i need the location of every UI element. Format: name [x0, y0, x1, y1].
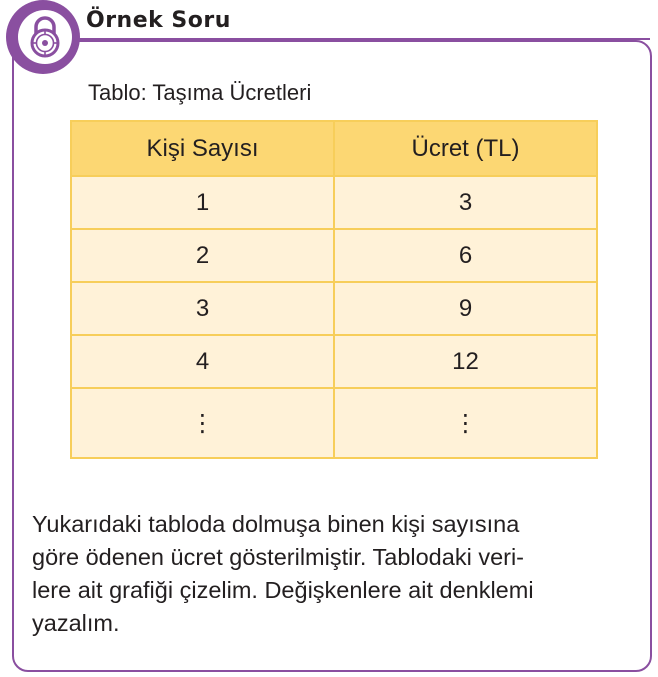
table-header-row [71, 121, 597, 176]
table-row [71, 335, 597, 388]
table-caption: Tablo: Taşıma Ücretleri [88, 80, 312, 105]
question-line: göre ödenen ücret gösterilmiştir. Tablodaki veri- [32, 544, 525, 570]
header-badge [6, 0, 80, 74]
cell-people: 2 [71, 229, 334, 282]
column-header-fare: Ücret (TL) [334, 121, 597, 176]
column-header-people: Kişi Sayısı [71, 121, 334, 176]
cell-people: 3 [71, 282, 334, 335]
cell-people-ellipsis: ⋮ [71, 388, 334, 458]
cell-fare: 9 [334, 282, 597, 335]
lock-icon [18, 10, 72, 64]
table-row-ellipsis [71, 388, 597, 458]
question-line: lere ait grafiği çizelim. Değişkenlere ait denklemi [32, 577, 534, 603]
question-text [32, 508, 636, 640]
cell-fare: 3 [334, 176, 597, 229]
cell-fare: 6 [334, 229, 597, 282]
cell-people: 4 [71, 335, 334, 388]
table-row [71, 176, 597, 229]
fare-table [70, 120, 598, 459]
question-line: yazalım. [32, 610, 120, 636]
question-line: Yukarıdaki tabloda dolmuşa binen kişi sayısına [32, 511, 520, 537]
table-row [71, 282, 597, 335]
cell-fare: 12 [334, 335, 597, 388]
table-row [71, 229, 597, 282]
header-title: Örnek Soru [86, 8, 231, 33]
cell-people: 1 [71, 176, 334, 229]
cell-fare-ellipsis: ⋮ [334, 388, 597, 458]
